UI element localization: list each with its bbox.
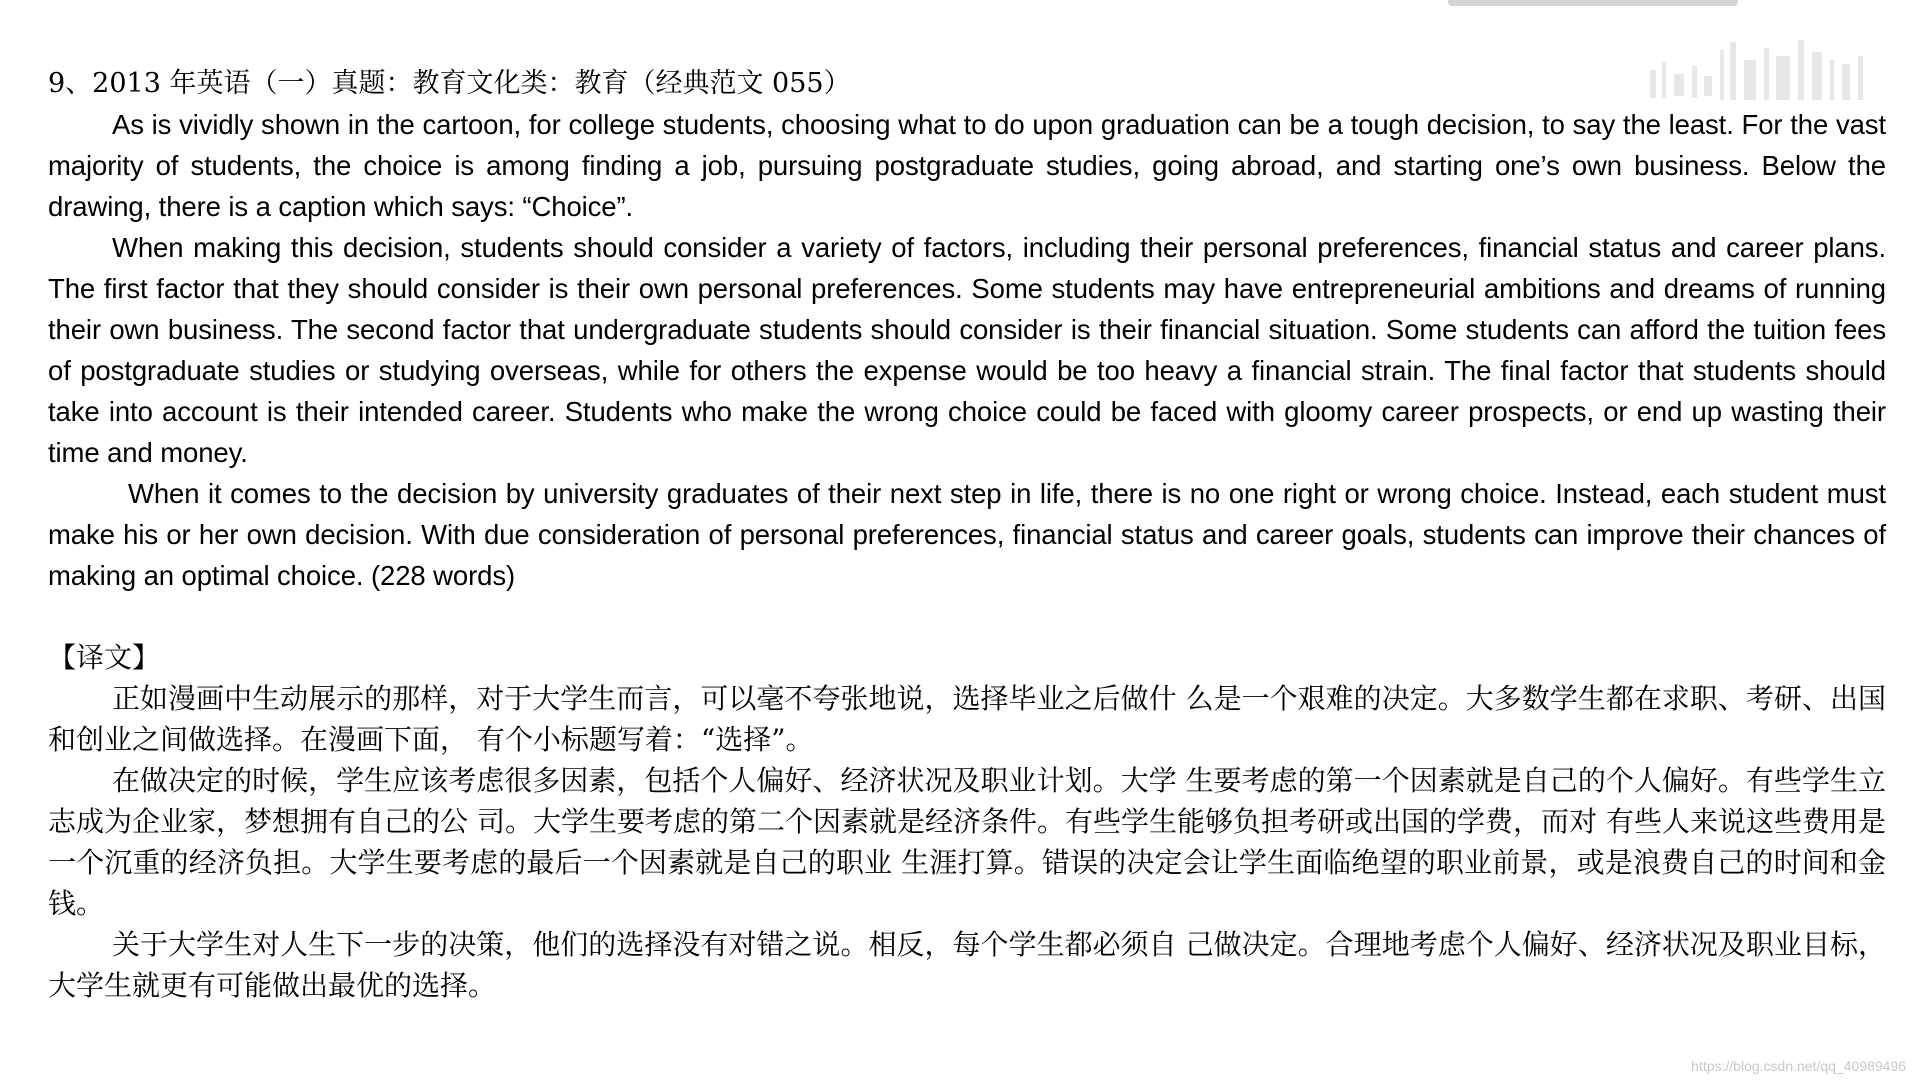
essay-heading: 9、2013 年英语（一）真题：教育文化类：教育（经典范文 055） [48, 68, 851, 99]
source-watermark: https://blog.csdn.net/qq_40989496 [1691, 1058, 1906, 1074]
translation-paragraph: 在做决定的时候，学生应该考虑很多因素，包括个人偏好、经济状况及职业计划。大学 生要考虑的第一个因素就是自己的个人偏好。有些学生立志成为企业家，梦想拥有自己的公 司。大学生要考虑的第二个因素就是经济条件。有些学生能够负担考研或出国的学费，而对 有些人来说这些费用是一个沉重的经济负担。大学生要考虑的最后一个因素就是自己的职业 生涯打算。错误的决定会让学生面临绝望的职业前景，或是浪费自己的时间和金钱。 [48, 764, 1886, 920]
window-tab [1448, 0, 1738, 6]
translation-paragraph: 关于大学生对人生下一步的决策，他们的选择没有对错之说。相反，每个学生都必须自 己做决定。合理地考虑个人偏好、经济状况及职业目标，大学生就更有可能做出最优的选择。 [48, 928, 1886, 1002]
english-essay [48, 104, 1886, 596]
document-body [48, 64, 1886, 1006]
section-spacer [48, 596, 1886, 637]
essay-paragraph: When making this decision, students should consider a variety of factors, including their personal preferences, financial status and career plans. The first factor that they should consider is their own personal preferences. Some students may have entrepreneurial ambitions and dreams of running their own business. The second factor that undergraduate students should consider is their financial situation. Some students can afford the tuition fees of postgraduate studies or studying overseas, while for others the expense would be too heavy a financial strain. The final factor that students should take into account is their intended career. Students who make the wrong choice could be faced with gloomy career prospects, or end up wasting their time and money. [48, 232, 1886, 468]
translation-paragraph: 正如漫画中生动展示的那样，对于大学生而言，可以毫不夸张地说，选择毕业之后做什 么是一个艰难的决定。大多数学生都在求职、考研、出国和创业之间做选择。在漫画下面， 有个小标题写着：“选择”。 [48, 682, 1886, 756]
translation-title: 【译文】 [48, 641, 161, 674]
chinese-translation [48, 637, 1886, 1006]
essay-paragraph: As is vividly shown in the cartoon, for college students, choosing what to do upon graduation can be a tough decision, to say the least. For the vast majority of students, the choice is among finding a job, pursuing postgraduate studies, going abroad, and starting one’s own business. Below the drawing, there is a caption which says: “Choice”. [48, 109, 1886, 222]
essay-paragraph: When it comes to the decision by university graduates of their next step in life, there is no one right or wrong choice. Instead, each student must make his or her own decision. With due consideration of personal preferences, financial status and career goals, students can improve their chances of making an optimal choice. (228 words) [48, 478, 1886, 591]
